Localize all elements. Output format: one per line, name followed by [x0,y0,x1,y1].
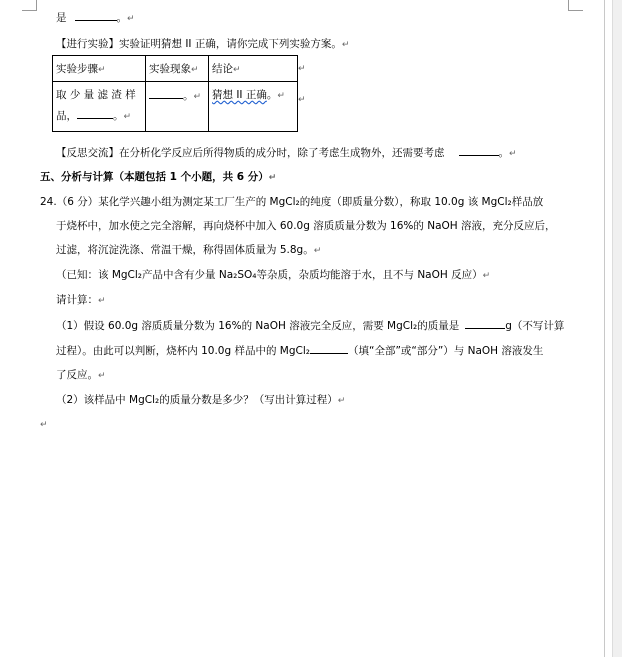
answer-blank[interactable] [149,88,183,99]
page-edge [604,0,605,657]
margin-corner-top-left [22,0,37,11]
q24-ask: 请计算：↵ [56,294,106,306]
answer-blank[interactable] [75,10,117,21]
table-cell-conclusion: 猜想 II 正确。↵ [209,82,298,132]
q24-line2: 于烧杯中，加水使之完全溶解，再向烧杯中加入 60.0g 溶质质量分数为 16%的 NaOH 溶液，充分反应后， [56,220,556,232]
table-cell-phenomenon: 。↵ [146,82,209,132]
empty-paragraph-mark: ↵ [40,420,48,430]
table-header-step: 实验步骤↵ [53,56,146,82]
table-cell-step: 取 少 量 滤 渣 样 品， 。↵ [53,82,146,132]
q24-part1-line1: （1）假设 60.0g 溶质质量分数为 16%的 NaOH 溶液完全反应，需要 MgCl₂的质量是 g（不写计算 [56,320,565,332]
section-title: 五、分析与计算（本题包括 1 个小题，共 6 分）↵ [40,171,277,183]
q24-note: （已知：该 MgCl₂产品中含有少量 Na₂SO₄等杂质，杂质均能溶于水，且不与 NaOH 反应）↵ [56,269,491,281]
row-end-mark: ↵ [298,64,306,74]
q24-part1-line2: 过程）。由此可以判断，烧杯内 10.0g 样品中的 MgCl₂ （填“全部”或“部分”）与 NaOH 溶液发生 [56,345,544,357]
q24-line3: 过滤，将沉淀洗涤、常温干燥，称得固体质量为 5.8g。↵ [56,244,322,256]
answer-blank[interactable] [459,145,499,156]
top-line: 是 。↵ [56,12,135,24]
experiment-table [52,55,298,132]
table-header-phenomenon: 实验现象↵ [146,56,209,82]
q24-part1-line3: 了反应。↵ [56,369,106,381]
scroll-area[interactable] [612,0,622,657]
reflection-line: 【反思交流】在分析化学反应后所得物质的成分时，除了考虑生成物外，还需要考虑 。↵ [56,147,517,159]
answer-blank[interactable] [310,343,348,354]
answer-blank[interactable] [465,318,505,329]
margin-corner-top-right [568,0,583,11]
table-header-conclusion: 结论↵ [209,56,298,82]
q24-line1: 24.（6 分）某化学兴趣小组为测定某工厂生产的 MgCl₂的纯度（即质量分数），称取 10.0g 该 MgCl₂样品放 [40,196,544,208]
row-end-mark: ↵ [298,95,306,105]
experiment-intro: 【进行实验】实验证明猜想 II 正确，请你完成下列实验方案。↵ [56,38,350,50]
q24-part2: （2）该样品中 MgCl₂的质量分数是多少？（写出计算过程）↵ [56,394,346,406]
answer-blank[interactable] [77,108,113,119]
